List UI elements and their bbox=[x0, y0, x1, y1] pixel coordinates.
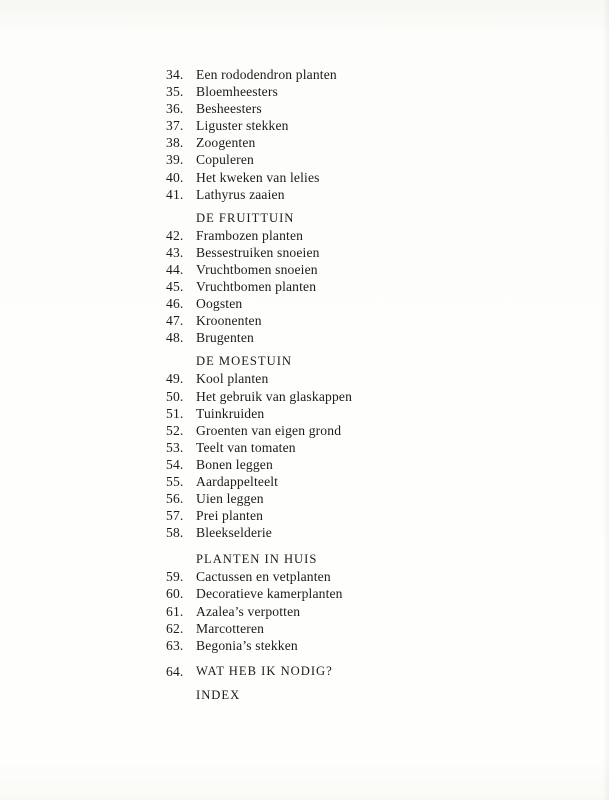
toc-entry-number: 44. bbox=[166, 261, 184, 277]
toc-entry-title: Cactussen en vetplanten bbox=[196, 569, 331, 585]
section-heading-fruittuin: DE FRUITTUIN bbox=[196, 210, 295, 225]
toc-entry bbox=[166, 370, 586, 387]
index-heading: INDEX bbox=[196, 687, 241, 702]
toc-entry-number: 41. bbox=[166, 186, 184, 202]
toc-entry-number: 43. bbox=[166, 244, 184, 260]
toc-entry bbox=[166, 83, 586, 100]
toc-entry-number: 50. bbox=[166, 388, 184, 404]
toc-entry-title: Copuleren bbox=[196, 152, 254, 168]
section-spacer bbox=[166, 541, 586, 550]
toc-entry-title: Aardappelteelt bbox=[196, 473, 279, 489]
page-edge-shadow bbox=[603, 0, 609, 800]
toc-entry-title: Kroonenten bbox=[196, 313, 262, 329]
section-spacer bbox=[166, 654, 586, 663]
toc-entry bbox=[166, 312, 586, 329]
toc-entry-title: Groenten van eigen grond bbox=[196, 422, 342, 438]
toc-entry bbox=[166, 244, 586, 261]
toc-entry bbox=[166, 329, 586, 346]
toc-entry-number: 54. bbox=[166, 456, 184, 472]
toc-entry bbox=[166, 169, 586, 186]
toc-entry-title: Het kweken van lelies bbox=[196, 169, 320, 185]
toc-entry-number: 48. bbox=[166, 330, 184, 346]
toc-entry-number: 37. bbox=[166, 118, 184, 134]
toc-entry-title: Bessestruiken snoeien bbox=[196, 244, 320, 260]
toc-entry-number: 59. bbox=[166, 569, 184, 585]
toc-entry bbox=[166, 473, 586, 490]
toc-entry bbox=[166, 278, 586, 295]
section-heading-moestuin: DE MOESTUIN bbox=[196, 354, 293, 369]
toc-entry-number: 61. bbox=[166, 603, 184, 619]
toc-entry-title: Kool planten bbox=[196, 371, 269, 387]
toc-entry-number: 38. bbox=[166, 135, 184, 151]
toc-entry-title: Prei planten bbox=[196, 508, 264, 524]
toc-entry-number: 60. bbox=[166, 586, 184, 602]
toc-entry-title: Besheesters bbox=[196, 101, 262, 117]
toc-entry-number: 53. bbox=[166, 439, 184, 455]
toc-entry-number: 62. bbox=[166, 620, 184, 636]
toc-entry-number: 36. bbox=[166, 101, 184, 117]
toc-entry-title: Bleekselderie bbox=[196, 525, 272, 541]
toc-entry-title: Tuinkruiden bbox=[196, 405, 265, 421]
toc-entry-number: 55. bbox=[166, 473, 184, 489]
toc-entry bbox=[166, 490, 586, 507]
toc-entry-title: Bloemheesters bbox=[196, 84, 278, 100]
toc-entry bbox=[166, 388, 586, 405]
toc-entry-title: Decoratieve kamerplanten bbox=[196, 586, 343, 602]
toc-entry bbox=[166, 405, 586, 422]
toc-entry-title: Teelt van tomaten bbox=[196, 439, 296, 455]
toc-entry-title: Begonia’s stekken bbox=[196, 637, 298, 653]
toc-entry-title: Zoogenten bbox=[196, 135, 256, 151]
toc-entry bbox=[166, 603, 586, 620]
toc-entry bbox=[166, 524, 586, 541]
toc-entry-title: Bonen leggen bbox=[196, 456, 273, 472]
toc-entry bbox=[166, 227, 586, 244]
toc-entry-number: 63. bbox=[166, 637, 184, 653]
toc-entry-title: Marcotteren bbox=[196, 620, 265, 636]
toc-entry-number: 40. bbox=[166, 169, 184, 185]
toc-entry-title: Vruchtbomen planten bbox=[196, 279, 317, 295]
toc-entry-title: Oogsten bbox=[196, 296, 243, 312]
toc-entry bbox=[166, 100, 586, 117]
toc-entry-number: 52. bbox=[166, 422, 184, 438]
toc-entry-number: 64. bbox=[166, 663, 184, 679]
toc-entry bbox=[166, 422, 586, 439]
toc-entry-title: Brugenten bbox=[196, 330, 254, 346]
toc-entry bbox=[166, 186, 586, 203]
toc-entry-final bbox=[166, 663, 586, 680]
toc-entry bbox=[166, 134, 586, 151]
toc-entry bbox=[166, 456, 586, 473]
toc-entry-number: 42. bbox=[166, 227, 184, 243]
toc-entry bbox=[166, 66, 586, 83]
toc-entry bbox=[166, 295, 586, 312]
toc-entry bbox=[166, 439, 586, 456]
table-of-contents bbox=[166, 66, 586, 704]
toc-entry-title: Azalea’s verpotten bbox=[196, 603, 301, 619]
toc-entry-number: 51. bbox=[166, 405, 184, 421]
toc-entry bbox=[166, 620, 586, 637]
toc-entry-number: 35. bbox=[166, 84, 184, 100]
toc-entry-title: Frambozen planten bbox=[196, 227, 304, 243]
toc-entry-title: Vruchtbomen snoeien bbox=[196, 261, 318, 277]
toc-entry bbox=[166, 507, 586, 524]
toc-entry-number: 47. bbox=[166, 313, 184, 329]
toc-entry-title: Lathyrus zaaien bbox=[196, 186, 285, 202]
toc-entry-number: 57. bbox=[166, 508, 184, 524]
toc-entry bbox=[166, 637, 586, 654]
toc-entry bbox=[166, 261, 586, 278]
toc-entry-title: WAT HEB IK NODIG? bbox=[196, 663, 333, 678]
toc-entry-number: 49. bbox=[166, 371, 184, 387]
toc-entry-number: 58. bbox=[166, 525, 184, 541]
toc-entry-title: Een rododendron planten bbox=[196, 67, 337, 82]
toc-entry bbox=[166, 568, 586, 585]
toc-entry-number: 46. bbox=[166, 296, 184, 312]
toc-entry bbox=[166, 151, 586, 168]
toc-entry-number: 56. bbox=[166, 491, 184, 507]
toc-entry-number: 39. bbox=[166, 152, 184, 168]
toc-entry-number: 34. bbox=[166, 67, 184, 82]
toc-entry bbox=[166, 585, 586, 602]
toc-entry-title: Het gebruik van glaskappen bbox=[196, 388, 353, 404]
toc-entry-title: Liguster stekken bbox=[196, 118, 289, 134]
section-heading-planten-in-huis: PLANTEN IN HUIS bbox=[196, 552, 318, 567]
toc-entry-title: Uien leggen bbox=[196, 491, 264, 507]
toc-entry bbox=[166, 117, 586, 134]
toc-entry-number: 45. bbox=[166, 279, 184, 295]
